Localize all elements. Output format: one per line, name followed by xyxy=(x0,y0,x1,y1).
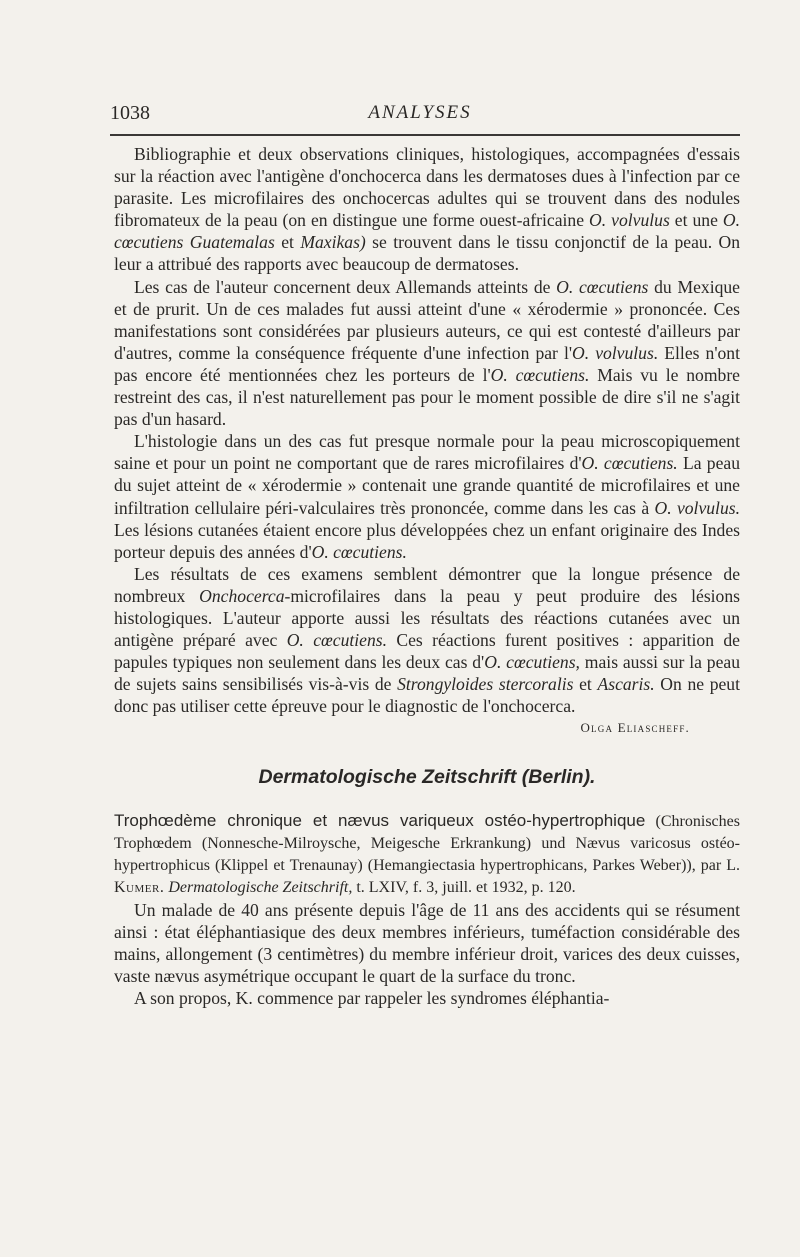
review2-journal: Dermatologische Zeitschrift, xyxy=(168,878,353,896)
page-header xyxy=(110,98,730,128)
running-title: ANALYSES xyxy=(368,102,472,123)
review2-paragraph-2: A son propos, K. commence par rappeler les syndromes éléphantia- xyxy=(134,988,610,1008)
review2-author: Kumer. xyxy=(114,878,165,896)
review1-signature: Olga Eliascheff. xyxy=(580,720,690,736)
review1-paragraph-1: Bibliographie et deux observations cliniques, histologiques, accompagnées d'essais sur la réaction avec l'antigène d'onchocerca dans les dermatoses dues à l'infection par ce parasite. Les microfilaires des onchocercas adultes qui se trouvent dans des nodules fibromateux de la peau (on en distingue une forme ouest-africaine O. volvulus et une O. cœcutiens Guatemalas et Maxikas) se trouvent dans le tissu conjonctif de la peau. On leur a attribué des rapports avec beaucoup de dermatoses. xyxy=(114,144,741,275)
review1-paragraph-2: Les cas de l'auteur concernent deux Allemands atteints de O. cœcutiens du Mexique et de prurit. Un de ces malades fut aussi atteint d'une « xérodermie » prononcée. Ces manifestations sont considérées par plusieurs auteurs, ce qui est contesté d'ailleurs par d'autres, comme la conséquence fréquente d'une infection par l'O. volvulus. Elles n'ont pas encore été mentionnées chez les porteurs de l'O. cœcutiens. Mais vu le nombre restreint des cas, il n'est naturellement pas pour le moment possible de dire s'il ne s'agit pas d'un hasard. xyxy=(114,276,740,430)
review1-paragraph-3: L'histologie dans un des cas fut presque normale pour la peau microscopiquement saine et pour un point ne comportant que de rares microfilaires d'O. cœcutiens. La peau du sujet atteint de « xérodermie » contenait une grande quantité de microfilaires et une infiltration cellulaire péri-valculaires très prononcée, comme dans les cas à O. volvulus. Les lésions cutanées étaient encore plus développées chez un enfant originaire des Indes porteur depuis des années d'O. cœcutiens. xyxy=(114,431,740,562)
section-title: Dermatologische Zeitschrift (Berlin). xyxy=(258,765,596,788)
review2-heading: Trophœdème chronique et nævus variqueux ostéo-hypertrophique (Chronisches Trophœdem (Nonnesche-Milroysche, Meigesche Erkrankung) und Nævus varicosus ostéo-hypertrophicus (Klippel et Trenaunay) (Hemangiectasia hypertrophicans, Parkes Weber)), par L. Kumer. Dermatologische Zeitschrift, t. LXIV, f. 3, juill. et 1932, p. 120. xyxy=(114,810,740,896)
header-rule xyxy=(110,134,740,136)
review1-paragraph-4: Les résultats de ces examens semblent démontrer que la longue présence de nombreux Onchocerca-microfilaires dans la peau y peut produire des lésions histologiques. L'auteur apporte aussi les résultats des réactions cutanées avec un antigène préparé avec O. cœcutiens. Ces réactions furent positives : apparition de papules typiques non seulement dans les deux cas d'O. cœcutiens, mais aussi sur la peau de sujets sains sensibilisés vis-à-vis de Strongyloides stercoralis et Ascaris. On ne peut donc pas utiliser cette épreuve pour le diagnostic de l'onchocerca. xyxy=(114,563,740,717)
review2-body xyxy=(114,899,740,1009)
review2-title: Trophœdème chronique et nævus variqueux ostéo-hypertrophique xyxy=(114,810,646,830)
page-number: 1038 xyxy=(110,102,150,124)
review2-paragraph-1: Un malade de 40 ans présente depuis l'âge de 11 ans des accidents qui se résument ainsi : état éléphantiasique des deux membres inférieurs, tuméfaction considérable des mains, allongement (3 centimètres) du membre inférieur droit, varices des deux cuisses, vaste nævus asymétrique occupant le quart de la surface du tronc. xyxy=(114,899,740,986)
page-body xyxy=(114,143,740,1009)
